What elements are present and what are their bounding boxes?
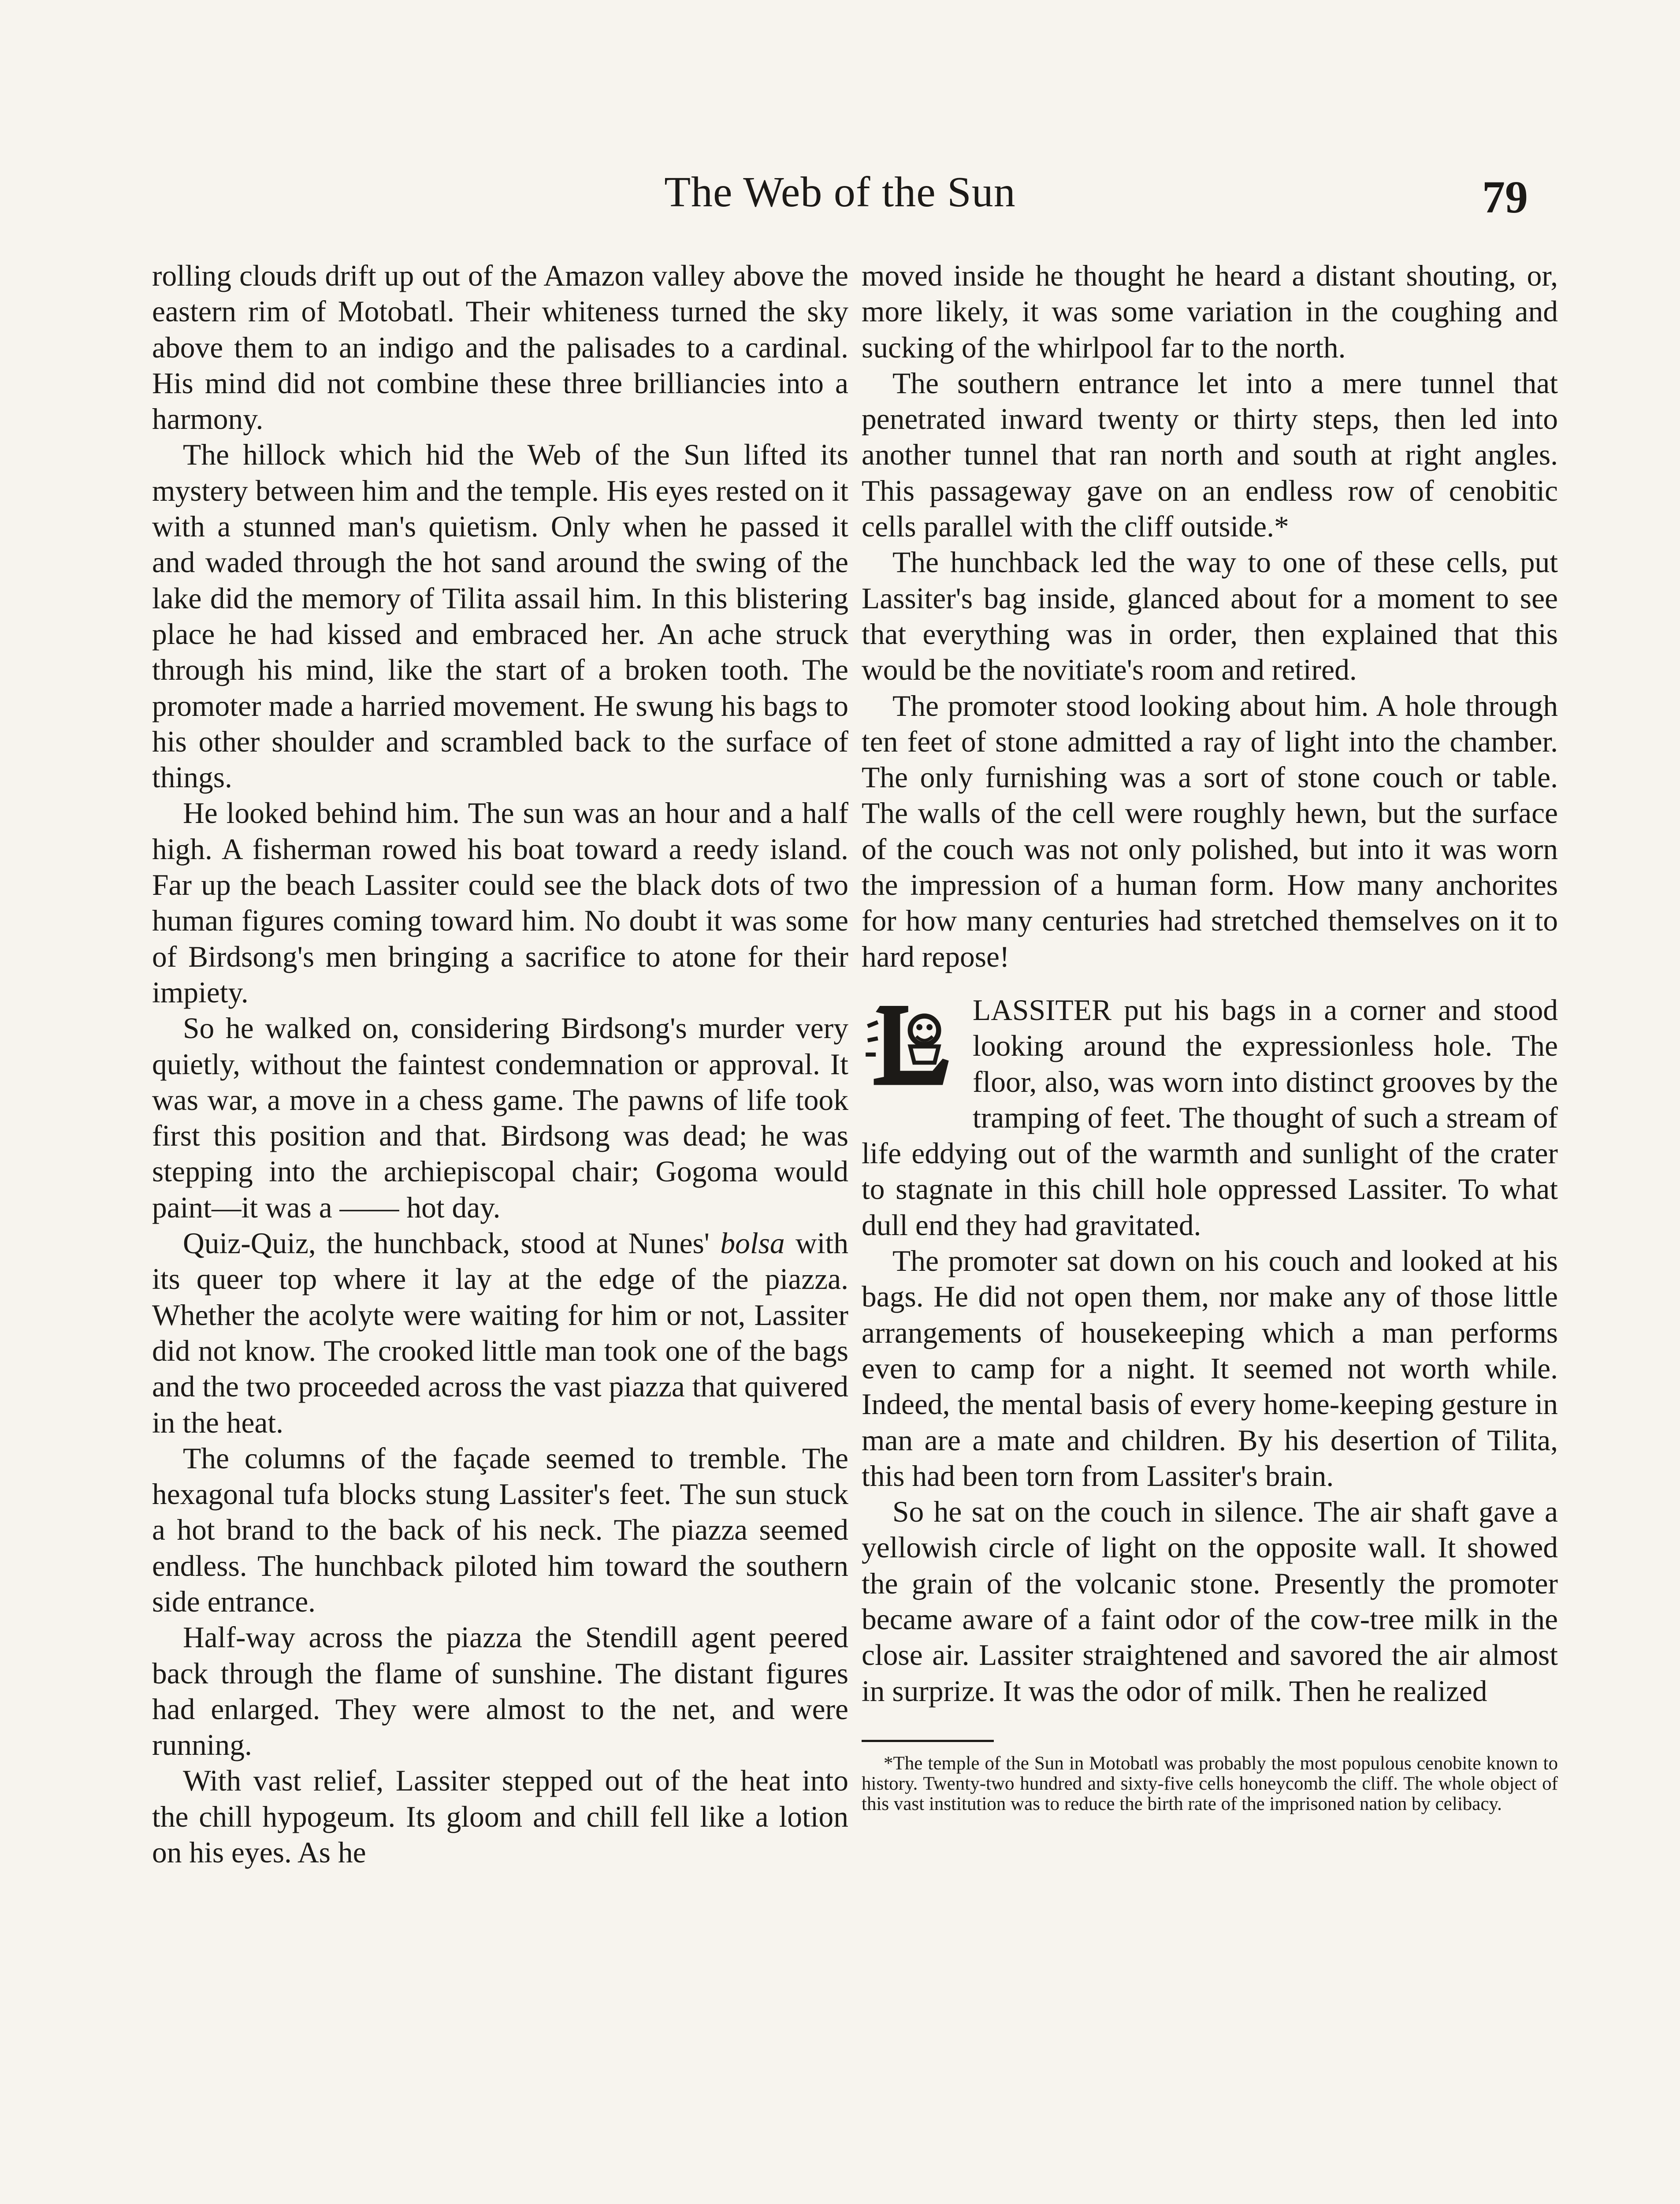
paragraph: With vast relief, Lassiter stepped out of the heat into the chill hypogeum. Its gloom and chill fell like a lotion on his eyes. As he — [152, 1764, 848, 1869]
paragraph: rolling clouds drift up out of the Amazon valley above the eastern rim of Motobatl. Their whiteness turned the sky above them to an indigo and the palisades to a cardinal. His mind did not combine these three brilliancies into a harmony. — [152, 259, 848, 436]
text-run: with its queer top where it lay at the edge of the piazza. Whether the acolyte were waiting for him or not, Lassiter did not know. The crooked little man took one of the bags and the two proceeded across the vast piazza that quivered in the heat. — [152, 1227, 848, 1439]
paragraph: The hillock which hid the Web of the Sun lifted its mystery between him and the temple. His eyes rested on it with a stunned man's quietism. Only when he passed it and waded through the hot sand around the swing of the lake did the memory of Tilita assail him. In this blistering place he had kissed and embraced her. An ache struck through his mind, like the start of a broken tooth. The promoter made a harried movement. He swung his bags to his other shoulder and scrambled back to the surface of things. — [152, 438, 848, 794]
paragraph — [152, 1225, 848, 1441]
paragraph: The promoter stood looking about him. A hole through ten feet of stone admitted a ray of light into the chamber. The only furnishing was a sort of stone couch or table. The walls of the cell were roughly hewn, but the surface of the couch was not only polished, but into it was worn the impression of a human form. How many anchorites for how many centuries had stretched themselves on it to hard repose! — [862, 689, 1558, 973]
paragraph: The columns of the façade seemed to tremble. The hexagonal tufa blocks stung Lassiter's feet. The sun stuck a hot brand to the back of his neck. The piazza seemed endless. The hunchback piloted him toward the southern side entrance. — [152, 1441, 848, 1618]
drop-cap-paragraph — [862, 992, 1558, 1243]
paragraph: Half-way across the piazza the Stendill agent peered back through the flame of sunshine. The distant figures had enlarged. They were almost to the net, and were running. — [152, 1621, 848, 1762]
page-header — [0, 168, 1680, 234]
text-run: LASSITER put his bags in a corner and stood looking around the expressionless hole. The floor, also, was worn into distinct grooves by the tramping of feet. The thought of such a stream of life eddying out of the warmth and sunlight of the crater to stagnate in this chill hole oppressed Lassiter. To what dull end they had gravitated. — [862, 993, 1558, 1242]
running-head: The Web of the Sun — [664, 168, 1016, 216]
page-number: 79 — [1482, 172, 1528, 223]
text-run: Quiz-Quiz, the hunchback, stood at Nunes' — [183, 1227, 721, 1260]
paragraph: So he walked on, considering Birdsong's murder very quietly, without the faintest condemnation or approval. It was war, a move in a chess game. The pawns of life took first this position and that. Birdsong was dead; he was stepping into the archiepiscopal chair; Gogoma would paint—it was a —— hot day. — [152, 1012, 848, 1224]
left-column — [152, 258, 848, 1870]
paragraph: The promoter sat down on his couch and looked at his bags. He did not open them, nor make any of those little arrangements of housekeeping which a man performs even to camp for a night. It seemed not worth while. Indeed, the mental basis of every home-keeping gesture in man are a mate and children. By his desertion of Tilita, this had been torn from Lassiter's brain. — [862, 1244, 1558, 1493]
paragraph: So he sat on the couch in silence. The air shaft gave a yellowish circle of light on the opposite wall. It showed the grain of the volcanic stone. Presently the promoter became aware of a faint odor of the cow-tree milk in the close air. Lassiter straightened and savored the air almost in surprize. It was the odor of milk. Then he realized — [862, 1495, 1558, 1708]
paragraph: The southern entrance let into a mere tunnel that penetrated inward twenty or thirty steps, then led into another tunnel that ran north and south at right angles. This passageway gave on an endless row of cenobitic cells parallel with the cliff outside.* — [862, 366, 1558, 544]
illustrated-letter-L-icon — [862, 996, 963, 1097]
paragraph: He looked behind him. The sun was an hour and a half high. A fisherman rowed his boat toward a reedy island. Far up the beach Lassiter could see the black dots of two human figures coming toward him. No doubt it was some of Birdsong's men bringing a sacrifice to atone for their impiety. — [152, 797, 848, 1009]
italic-word: bolsa — [720, 1227, 785, 1260]
footnote: *The temple of the Sun in Motobatl was probably the most populous cenobite known to history. Twenty-two hundred and sixty-five cells honeycomb the cliff. The whole object of this vast institution was to reduce the birth rate of the imprisoned nation by celibacy. — [862, 1753, 1558, 1814]
paragraph: moved inside he thought he heard a distant shouting, or, more likely, it was some variation in the coughing and sucking of the whirlpool far to the north. — [862, 259, 1558, 364]
paragraph: The hunchback led the way to one of these cells, put Lassiter's bag inside, glanced about for a moment to see that everything was in order, then explained that this would be the novitiate's room and retired. — [862, 546, 1558, 687]
footnote-divider — [862, 1740, 994, 1742]
right-column — [862, 258, 1558, 1814]
